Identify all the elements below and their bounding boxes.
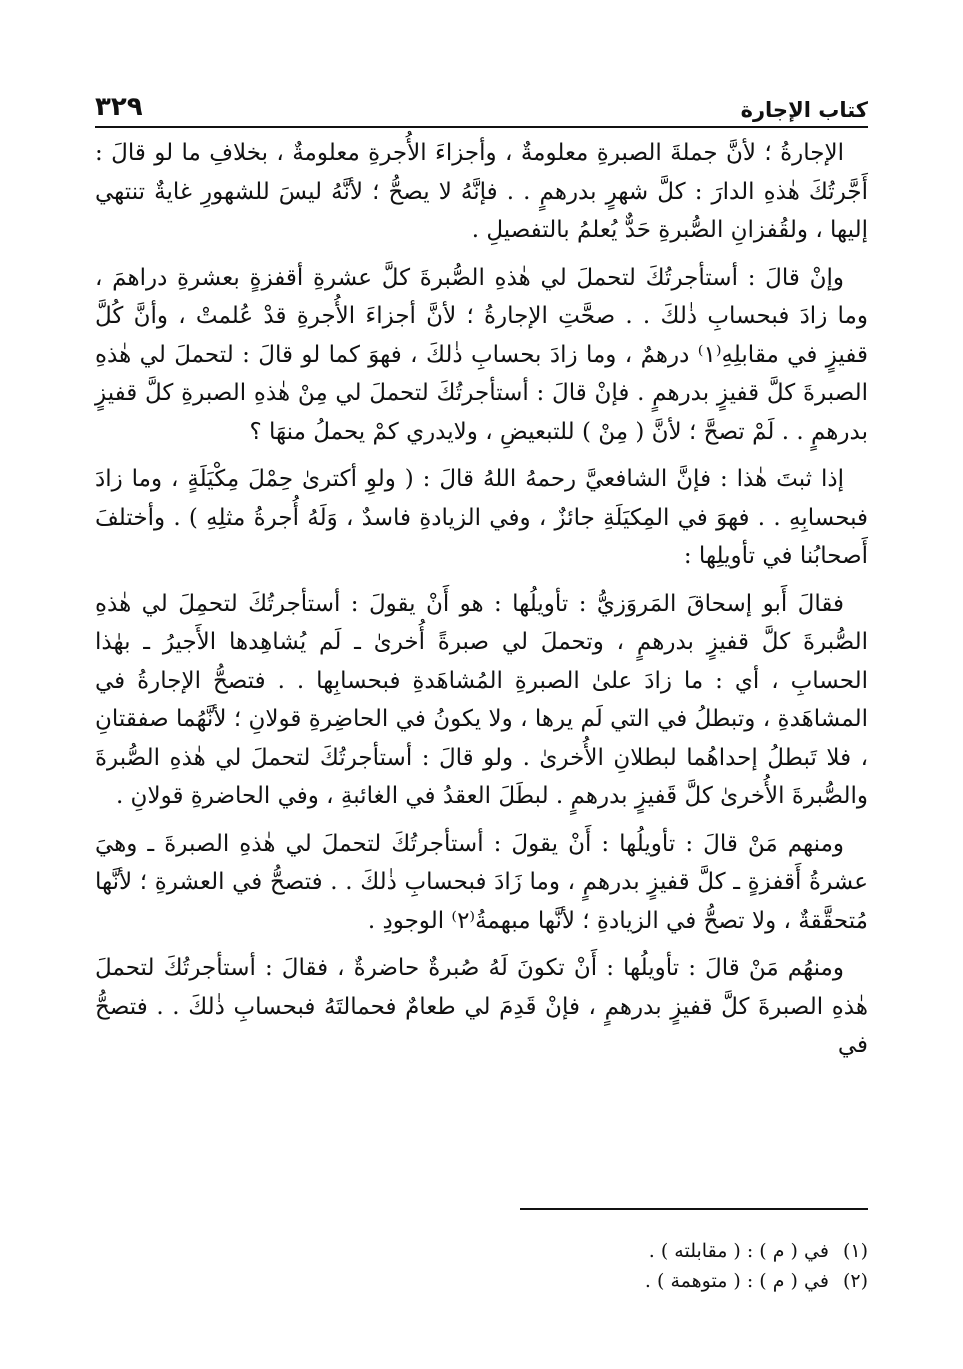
header-rule	[95, 126, 868, 128]
body-text	[95, 134, 868, 1074]
footnote	[95, 1266, 868, 1296]
footnotes	[95, 1236, 868, 1296]
paragraph: ومنهُم مَنْ قالَ : تأويلُها : أَنْ تكونَ لَهُ صُبرةٌ حاضرةٌ ، فقالَ : أستأجرتُكَ لتحملَ هٰذهِ الصبرةَ كلَّ قفيزٍ بدرهمٍ ، فإنْ قَدِمَ لي طعامٌ فحمالتَهُ فبحسابِ ذٰلكَ . . فتصحُّ في	[95, 955, 868, 1058]
footnote-text: في ( م ) : ( مقابلته ) .	[648, 1240, 829, 1262]
footnote	[95, 1236, 868, 1266]
paragraph: ومنهم مَنْ قالَ : تأويلُها : أَنْ يقولَ : أستأجرتُكَ لتحملَ لي هٰذهِ الصبرةَ ـ وهيَ عشرةُ أَقفزةٍ ـ كلَّ قفيزٍ بدرهمٍ ، وما زَادَ فبحسابِ ذٰلكَ . . فتصحُّ في العشرةِ ؛ لأنَّها مُتحقَّقةٌ ، ولا تصحُّ في الزيادةِ ؛ لأنَّها مبهمةُ⁽٢⁾ الوجودِ .	[95, 830, 868, 934]
footnote-number: (١)	[842, 1240, 868, 1262]
footnote-number: (٢)	[842, 1270, 868, 1292]
footnote-rule	[520, 1208, 868, 1210]
paragraph: وإنْ قالَ : أستأجرتُكَ لتحملَ لي هٰذهِ الصُّبرةَ كلَّ عشرةِ أقفزةٍ بعشرةِ دراهمَ ، وما زادَ فبحسابِ ذٰلكَ . . صحَّتِ الإجارةُ ؛ لأنَّ أجزاءَ الأُجرةِ قدْ عُلمتْ ، وأنَّ كُلَّ قفيزٍ في مقابلِهِ⁽١⁾ درهمٌ ، وما زادَ بحسابِ ذٰلكَ ، فهوَ كما لو قالَ : لتحملَ لي هٰذهِ الصبرةَ كلَّ قفيزٍ بدرهمٍ . فإنْ قالَ : أستأجرتُكَ لتحملَ لي مِنْ هٰذهِ الصبرةِ كلَّ قفيزٍ بدرهمٍ . . لَمْ تصحَّ ؛ لأنَّ ( مِنْ ) للتبعيضِ ، ولايدري كمْ يحملُ منهَا ؟	[95, 264, 868, 445]
paragraph: الإجارةُ ؛ لأنَّ جملةَ الصبرةِ معلومةٌ ، وأجزاءَ الأُجرةِ معلومةٌ ، بخلافِ ما لو قالَ : أَجَّرتُكَ هٰذهِ الدارَ : كلَّ شهرٍ بدرهمٍ . . فإنَّهُ لا يصحُّ ؛ لأنَّهُ ليسَ للشهورِ غايةٌ تنتهي إليها ، ولقُفزانِ الصُّبرةِ حَدٌّ يُعلمُ بالتفصيلِ .	[95, 140, 868, 243]
running-title: كتاب الإجارة	[740, 98, 868, 122]
footnote-text: في ( م ) : ( متوهمة ) .	[644, 1270, 829, 1292]
page-header	[95, 82, 868, 122]
paragraph: إذا ثبتَ هٰذا : فإنَّ الشافعيَّ رحمهُ اللهُ قالَ : ( ولوِ أكترىٰ حِمْلَ مِكْيَلَةٍ ، وما زادَ فبحسابِهِ . . فهوَ في المِكيَلَةِ جائزٌ ، وفي الزيادةِ فاسدٌ ، وَلَهُ أُجرةُ مثلِهِ ) . وأختلفَ أَصحابُنا في تأويلِها :	[95, 466, 868, 569]
page-number: ٣٢٩	[95, 92, 143, 122]
paragraph: فقالَ أَبو إسحاقَ المَروَزيُّ : تأويلُها : هو أَنْ يقولَ : أستأجرتُكَ لتحمِلَ لي هٰذهِ الصُّبرةَ كلَّ قفيزٍ بدرهمٍ ، وتحملَ لي صبرةً أُخرىٰ ـ لَم يُشاهِدها الأَجيرُ ـ بهٰذا الحسابِ ، أي : ما زادَ علىٰ الصبرةِ المُشاهَدةِ فبحسابِها . . فتصحُّ الإجارةُ في المشاهَدةِ ، وتبطلُ في التي لَم يرها ، ولا يكونُ في الحاضِرةِ قولانِ ؛ لأنَّهُما صفقتانِ ، فلا تَبطلُ إحداهُما لبطلانِ الأُخرىٰ . ولو قالَ : أستأجرتُكَ لتحملَ لي هٰذهِ الصُّبرةَ والصُّبرةَ الأُخرىٰ كلَّ قَفيزٍ بدرهمٍ . لبطَلَ العقدُ في الغائبةِ ، وفي الحاضرةِ قولانِ .	[95, 590, 868, 809]
